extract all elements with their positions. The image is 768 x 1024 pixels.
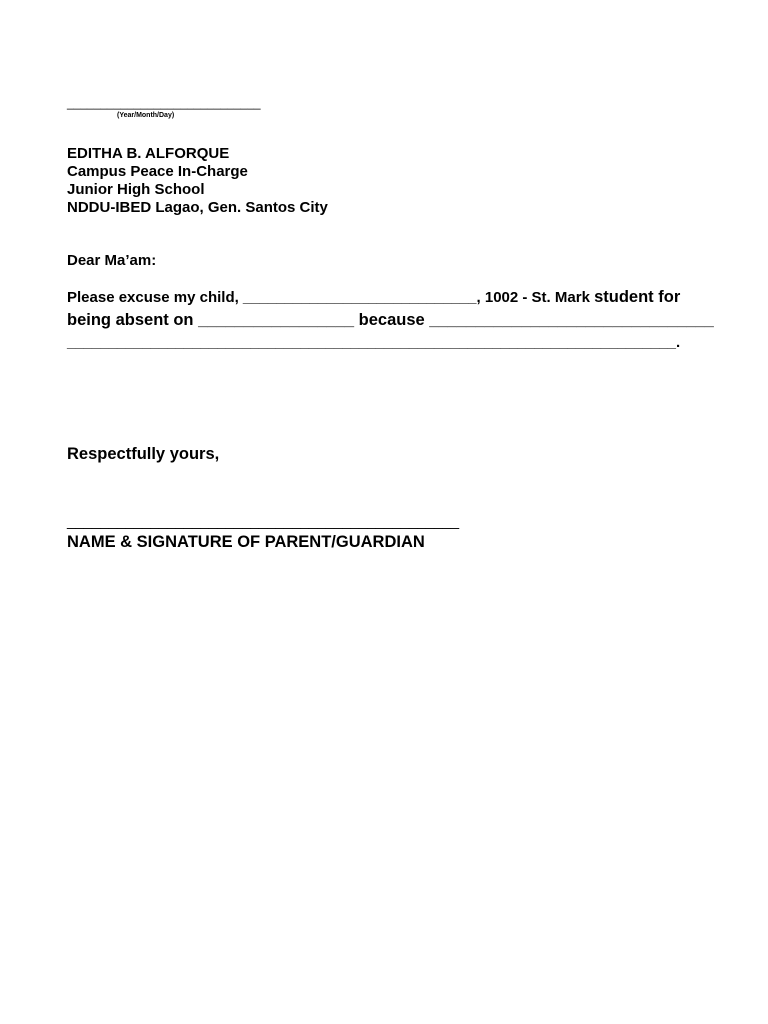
closing: Respectfully yours, [67,445,220,463]
body-line-2: being absent on _________________ because _______________________________ [67,311,714,329]
body-line-1-end: student for [594,288,681,306]
recipient-department: Junior High School [67,181,205,198]
recipient-address: NDDU-IBED Lagao, Gen. Santos City [67,199,328,216]
body-line-1 [67,287,680,308]
date-caption: (Year/Month/Day) [117,112,175,119]
body-line-1-start: Please excuse my child, ____________________________, 1002 - St. Mark [67,289,595,306]
recipient-name: EDITHA B. ALFORQUE [67,145,230,162]
signature-blank[interactable]: _______________________________________________ [67,513,460,530]
body-line-3: _________________________________________________________________________. [67,334,681,351]
signature-label: NAME & SIGNATURE OF PARENT/GUARDIAN [67,533,425,551]
recipient-position: Campus Peace In-Charge [67,163,248,180]
date-blank[interactable]: _____________________________ [67,96,261,110]
salutation: Dear Ma’am: [67,252,157,269]
